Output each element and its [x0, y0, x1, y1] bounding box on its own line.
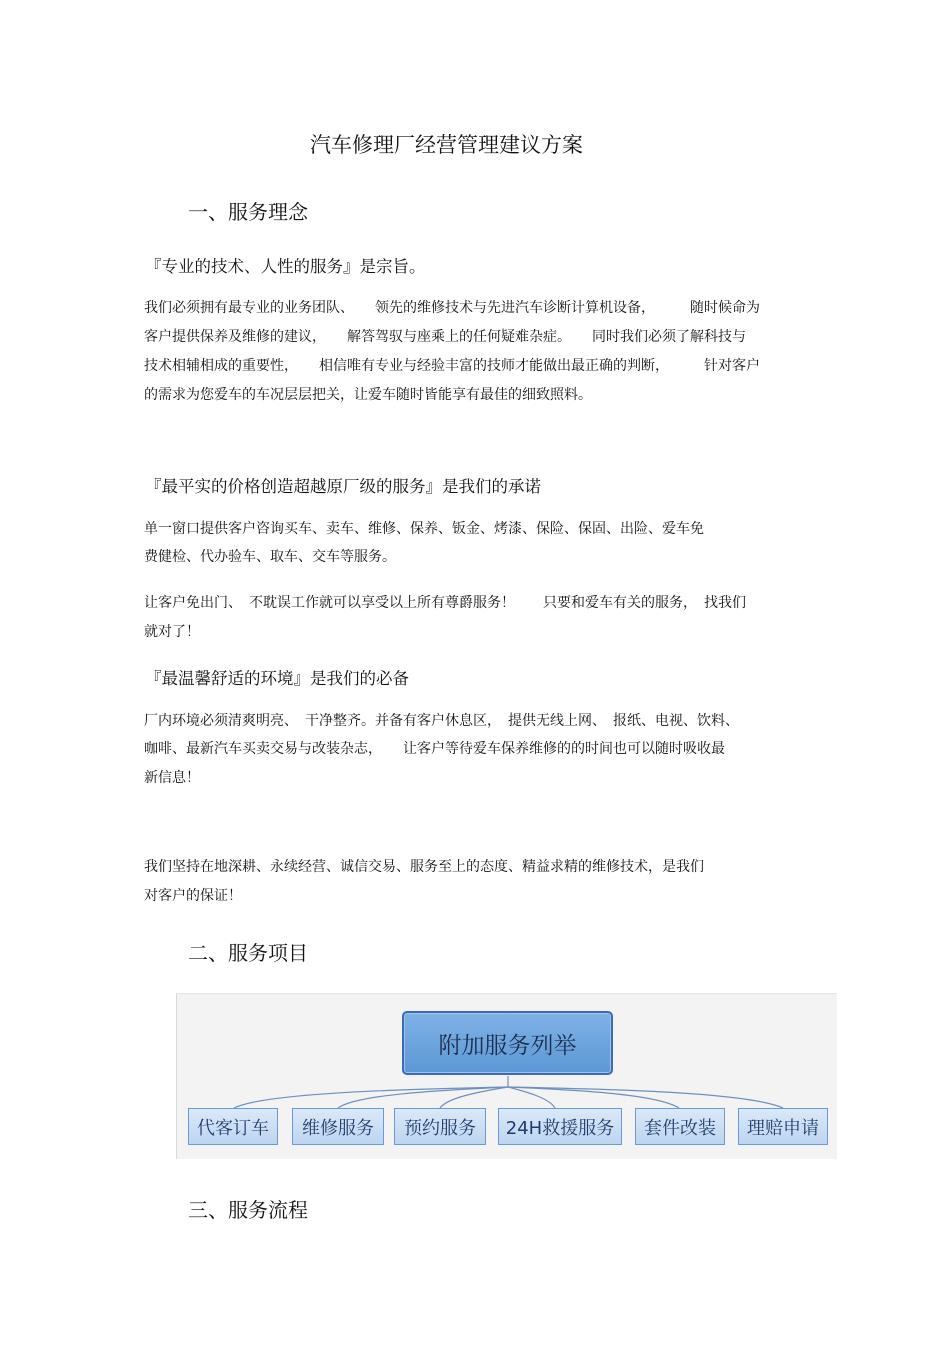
diagram-root-node: 附加服务列举 — [402, 1011, 613, 1075]
paragraph-line: 咖啡、最新汽车买卖交易与改装杂志， 让客户等待爱车保养维修的的时间也可以随时吸收最 — [144, 741, 725, 757]
paragraph-line: 新信息！ — [144, 770, 200, 786]
section-heading-service-process: 三、服务流程 — [188, 1198, 308, 1222]
paragraph-line: 单一窗口提供客户咨询买车、卖车、维修、保养、钣金、烤漆、保险、保固、出险、爱车免 — [144, 521, 704, 537]
paragraph-line: 我们坚持在地深耕、永续经营、诚信交易、服务至上的态度、精益求精的维修技术，是我们 — [144, 859, 704, 875]
diagram-node-kit-modification: 套件改装 — [635, 1108, 725, 1145]
paragraph-line: 就对了！ — [144, 624, 200, 640]
motto-price-promise: 『最平实的价格创造超越原厂级的服务』是我们的承诺 — [145, 477, 541, 496]
section-heading-service-items: 二、服务项目 — [188, 941, 308, 965]
paragraph-line: 对客户的保证！ — [144, 888, 242, 904]
paragraph-line: 客户提供保养及维修的建议， 解答驾驭与座乘上的任何疑难杂症。 同时我们必须了解科技与 — [144, 329, 746, 345]
service-items-diagram — [176, 993, 837, 1159]
paragraph-line: 费健检、代办验车、取车、交车等服务。 — [144, 549, 396, 565]
paragraph-line: 让客户免出门、 不耽误工作就可以享受以上所有尊爵服务！ 只要和爱车有关的服务， 找我们 — [144, 595, 746, 611]
diagram-node-repair-service: 维修服务 — [292, 1108, 384, 1145]
motto-comfortable-environment: 『最温馨舒适的环境』是我们的必备 — [145, 669, 409, 688]
motto-professional-service: 『专业的技术、人性的服务』是宗旨。 — [145, 257, 426, 276]
diagram-node-claim-application: 理赔申请 — [738, 1108, 828, 1145]
paragraph-line: 技术相辅相成的重要性， 相信唯有专业与经验丰富的技师才能做出最正确的判断， 针对客户 — [144, 358, 760, 374]
paragraph-line: 厂内环境必须清爽明亮、 干净整齐。并备有客户休息区， 提供无线上网、 报纸、电视、饮料、 — [144, 713, 739, 729]
document-title: 汽车修理厂经营管理建议方案 — [310, 133, 583, 157]
paragraph-line: 的需求为您爱车的车况层层把关，让爱车随时皆能享有最佳的细致照料。 — [144, 387, 592, 403]
paragraph-line: 我们必须拥有最专业的业务团队、 领先的维修技术与先进汽车诊断计算机设备， 随时候命为 — [144, 300, 760, 316]
diagram-node-car-ordering: 代客订车 — [188, 1108, 278, 1145]
diagram-node-appointment-service: 预约服务 — [394, 1108, 486, 1145]
diagram-node-24h-rescue: 24H救援服务 — [498, 1108, 622, 1145]
section-heading-service-philosophy: 一、服务理念 — [188, 200, 308, 224]
